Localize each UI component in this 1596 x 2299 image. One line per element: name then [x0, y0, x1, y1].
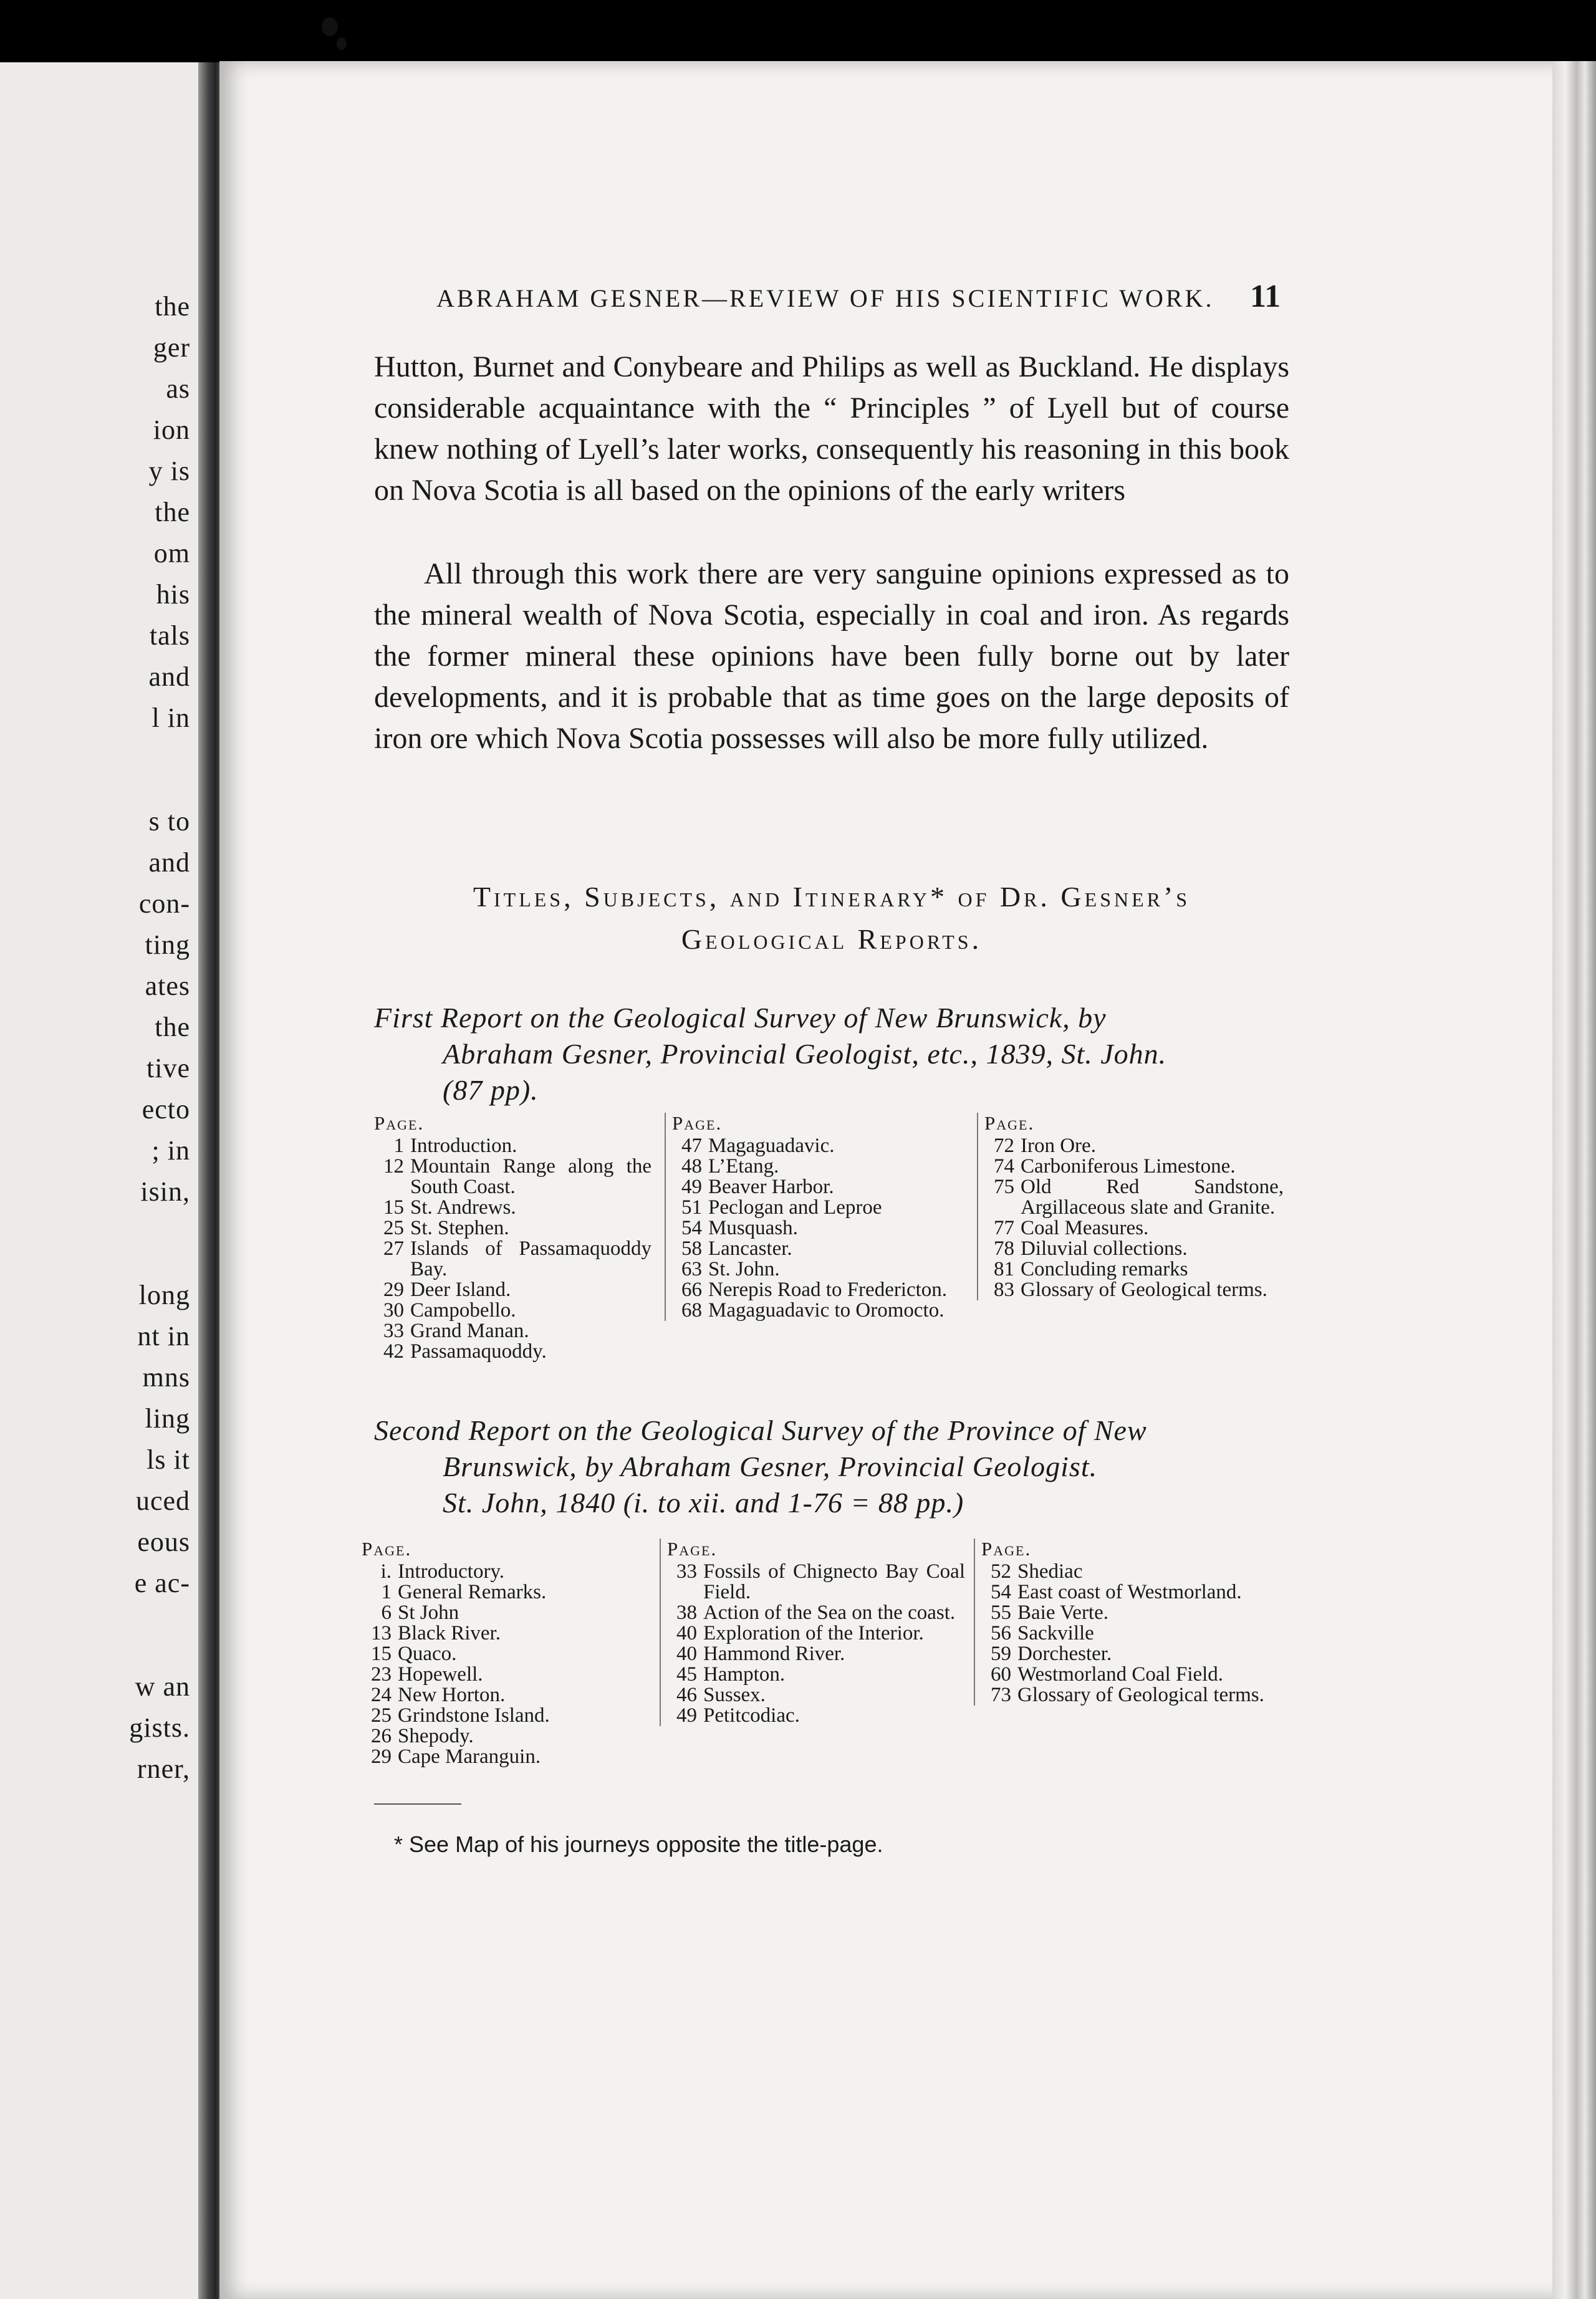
entry-subject: Petitcodiac.	[703, 1704, 800, 1727]
contents-entry	[981, 1582, 1281, 1603]
report-title-line: (87 pp).	[443, 1074, 539, 1106]
entry-subject: St John	[398, 1601, 459, 1624]
facing-page-text-fragment: and	[148, 847, 190, 878]
contents-entry	[374, 1239, 651, 1280]
contents-entry	[984, 1259, 1284, 1280]
column-heading: Page.	[374, 1112, 425, 1134]
contents-entry	[374, 1136, 651, 1156]
contents-entry	[667, 1603, 965, 1623]
contents-entry	[672, 1218, 966, 1239]
contents-entry	[362, 1726, 642, 1747]
facing-page-text-fragment: and	[148, 661, 190, 692]
column-heading: Page.	[672, 1112, 723, 1134]
contents-entry	[984, 1218, 1284, 1239]
body-paragraph	[374, 554, 1289, 759]
contents-entry	[362, 1623, 642, 1644]
report-title	[374, 1000, 1289, 1108]
facing-page-text-fragment: the	[155, 1012, 190, 1042]
entry-page-number: 52	[991, 1560, 1011, 1583]
entry-page-number: 27	[383, 1237, 404, 1260]
entry-subject: Hopewell.	[398, 1663, 483, 1686]
entry-subject: Passamaquoddy.	[410, 1340, 547, 1363]
facing-page-text-fragment: s to	[148, 806, 190, 837]
paragraph-text: Hutton, Burnet and Conybeare and Philips as well as Buckland. He displays considerable acquaintance with the “ Principles ” of Lyell but of course knew nothing of Lyell’s later works, consequently his reasoning in this book on Nova Scotia is all based on the opinions of the early writers	[374, 350, 1289, 507]
entry-subject: Shediac	[1017, 1560, 1083, 1583]
entry-page-number: 13	[371, 1622, 392, 1644]
contents-entry	[667, 1664, 965, 1685]
entry-subject: Deer Island.	[410, 1279, 511, 1301]
entry-page-number: 6	[381, 1601, 392, 1624]
entry-subject: Coal Measures.	[1021, 1217, 1149, 1239]
contents-entry	[984, 1177, 1284, 1218]
facing-page-text-fragment: ates	[145, 971, 190, 1001]
entry-subject: Action of the Sea on the coast.	[703, 1601, 956, 1624]
entry-page-number: 47	[681, 1135, 702, 1157]
entry-subject: Westmorland Coal Field.	[1017, 1663, 1224, 1686]
contents-entry	[667, 1644, 965, 1664]
ink-speck	[337, 37, 347, 50]
entry-page-number: 1	[393, 1135, 404, 1157]
contents-entry	[362, 1747, 642, 1767]
contents-column	[974, 1538, 1281, 1706]
contents-entry	[672, 1197, 966, 1218]
entry-page-number: 33	[383, 1320, 404, 1342]
entry-subject: St. Stephen.	[410, 1217, 509, 1239]
facing-page-text-fragment: nt in	[137, 1321, 190, 1351]
paragraph-text: All through this work there are very sanguine opinions expressed as to the mineral wealth of Nova Scotia, especially in coal and iron. As regards the former mineral these opinions have been fully borne out by later developments, and it is probable that as time goes on the large deposits of iron ore which Nova Scotia possesses will also be more fully utilized.	[374, 557, 1289, 755]
entry-subject: Beaver Harbor.	[708, 1176, 834, 1198]
page-number: 11	[1250, 279, 1281, 314]
entry-page-number: 49	[676, 1704, 697, 1727]
contents-column	[362, 1538, 642, 1767]
contents-column	[660, 1538, 965, 1726]
entry-page-number: 46	[676, 1684, 697, 1706]
contents-entry	[667, 1685, 965, 1706]
facing-page-text-fragment: w an	[135, 1671, 190, 1702]
contents-entry	[981, 1562, 1281, 1582]
column-heading: Page.	[362, 1538, 412, 1560]
entry-subject: Musquash.	[708, 1217, 798, 1239]
entry-subject: Introduction.	[410, 1135, 517, 1157]
entry-page-number: 15	[383, 1196, 404, 1219]
entry-page-number: 24	[371, 1684, 392, 1706]
entry-page-number: 81	[994, 1258, 1014, 1280]
entry-page-number: 29	[383, 1279, 404, 1301]
entry-subject: Peclogan and Leproe	[708, 1196, 882, 1219]
entry-page-number: 23	[371, 1663, 392, 1686]
facing-page-text-fragment: the	[155, 291, 190, 322]
entry-subject: Sackville	[1017, 1622, 1094, 1644]
contents-entry	[981, 1603, 1281, 1623]
column-heading: Page.	[984, 1112, 1035, 1134]
contents-entry	[374, 1300, 651, 1321]
entry-page-number: 15	[371, 1643, 392, 1665]
entry-page-number: 1	[381, 1581, 392, 1603]
entry-subject: East coast of Westmorland.	[1017, 1581, 1242, 1603]
facing-page-text-fragment: l in	[151, 703, 190, 733]
entry-subject: Magaguadavic.	[708, 1135, 835, 1157]
entry-subject: Mountain Range along the South Coast.	[410, 1155, 651, 1198]
contents-entry	[362, 1562, 642, 1582]
entry-subject: Exploration of the Interior.	[703, 1622, 924, 1644]
entry-subject: Grindstone Island.	[398, 1704, 550, 1727]
facing-page-text-fragment: mns	[142, 1362, 190, 1393]
entry-subject: Diluvial collections.	[1021, 1237, 1188, 1260]
facing-page-text-fragment: rner,	[137, 1754, 190, 1784]
entry-subject: Nerepis Road to Fredericton.	[708, 1279, 948, 1301]
ink-speck	[322, 17, 338, 36]
entry-page-number: 60	[991, 1663, 1011, 1686]
report-title-line: First Report on the Geological Survey of New Brunswick, by	[374, 1002, 1107, 1034]
entry-page-number: 72	[994, 1135, 1014, 1157]
facing-page	[0, 62, 206, 2299]
facing-page-text-fragment: ting	[145, 929, 190, 960]
report-title-line: Brunswick, by Abraham Gesner, Provincial Geologist.	[443, 1451, 1098, 1482]
facing-page-text-fragment: ling	[145, 1403, 190, 1434]
entry-subject: Cape Maranguin.	[398, 1745, 541, 1768]
page-edge	[1552, 61, 1596, 2299]
facing-page-text-fragment: ger	[153, 332, 190, 363]
entry-subject: Glossary of Geological terms.	[1021, 1279, 1267, 1301]
section-heading-line: Geological Reports.	[681, 923, 983, 955]
contents-entry	[362, 1644, 642, 1664]
facing-page-text-fragment: his	[156, 579, 190, 610]
entry-subject: Hammond River.	[703, 1643, 845, 1665]
facing-page-text-fragment: uced	[135, 1485, 190, 1516]
entry-subject: Introductory.	[398, 1560, 505, 1583]
section-heading	[374, 876, 1289, 961]
entry-page-number: 55	[991, 1601, 1011, 1624]
contents-entry	[672, 1280, 966, 1300]
facing-page-text-fragment: long	[138, 1280, 190, 1310]
entry-subject: St. Andrews.	[410, 1196, 516, 1219]
facing-page-text-fragment: the	[155, 497, 190, 527]
entry-page-number: 74	[994, 1155, 1014, 1178]
entry-subject: Grand Manan.	[410, 1320, 529, 1342]
contents-entry	[374, 1156, 651, 1197]
entry-subject: L’Etang.	[708, 1155, 779, 1178]
entry-subject: Dorchester.	[1017, 1643, 1112, 1665]
contents-entry	[981, 1664, 1281, 1685]
entry-page-number: 42	[383, 1340, 404, 1363]
entry-subject: Shepody.	[398, 1725, 474, 1747]
entry-page-number: 45	[676, 1663, 697, 1686]
entry-page-number: 54	[991, 1581, 1011, 1603]
contents-entry	[981, 1644, 1281, 1664]
entry-page-number: 73	[991, 1684, 1011, 1706]
footnote: * See Map of his journeys opposite the title-page.	[394, 1831, 883, 1857]
facing-page-text-fragment: ecto	[142, 1094, 190, 1125]
contents-entry	[374, 1197, 651, 1218]
entry-page-number: 49	[681, 1176, 702, 1198]
entry-subject: Carboniferous Limestone.	[1021, 1155, 1236, 1178]
entry-page-number: 26	[371, 1725, 392, 1747]
contents-entry	[374, 1218, 651, 1239]
entry-page-number: 25	[383, 1217, 404, 1239]
facing-page-text-fragment: ; in	[151, 1135, 190, 1166]
contents-entry	[984, 1136, 1284, 1156]
contents-entry	[374, 1341, 651, 1362]
facing-page-text-fragment: e ac-	[134, 1568, 190, 1598]
facing-page-text-fragment: ion	[153, 415, 190, 445]
entry-page-number: 54	[681, 1217, 702, 1239]
facing-page-text-fragment: tals	[149, 620, 190, 651]
contents-entry	[981, 1623, 1281, 1644]
contents-entry	[672, 1259, 966, 1280]
entry-subject: Baie Verte.	[1017, 1601, 1109, 1624]
entry-page-number: 48	[681, 1155, 702, 1178]
entry-subject: Campobello.	[410, 1299, 516, 1322]
entry-page-number: i.	[380, 1560, 392, 1583]
entry-page-number: 63	[681, 1258, 702, 1280]
entry-subject: Islands of Passamaquoddy Bay.	[410, 1237, 651, 1280]
entry-page-number: 12	[383, 1155, 404, 1178]
contents-entry	[362, 1706, 642, 1726]
contents-entry	[672, 1239, 966, 1259]
entry-page-number: 30	[383, 1299, 404, 1322]
running-head: ABRAHAM GESNER—REVIEW OF HIS SCIENTIFIC WORK.	[436, 284, 1214, 312]
entry-subject: St. John.	[708, 1258, 780, 1280]
contents-entry	[362, 1664, 642, 1685]
entry-page-number: 40	[676, 1622, 697, 1644]
facing-page-text-fragment: om	[153, 538, 190, 569]
contents-entry	[984, 1156, 1284, 1177]
entry-page-number: 38	[676, 1601, 697, 1624]
contents-entry	[672, 1136, 966, 1156]
contents-entry	[667, 1706, 965, 1726]
contents-entry	[667, 1562, 965, 1603]
facing-page-text-fragment: ls it	[147, 1444, 190, 1475]
contents-column	[665, 1113, 966, 1321]
contents-entry	[362, 1685, 642, 1706]
entry-subject: Hampton.	[703, 1663, 786, 1686]
report-title-line: St. John, 1840 (i. to xii. and 1-76 = 88 pp.)	[443, 1487, 964, 1519]
column-heading: Page.	[667, 1538, 718, 1560]
facing-page-text-fragment: tive	[147, 1053, 190, 1083]
entry-subject: Glossary of Geological terms.	[1017, 1684, 1264, 1706]
entry-subject: Magaguadavic to Oromocto.	[708, 1299, 945, 1322]
entry-subject: New Horton.	[398, 1684, 506, 1706]
entry-subject: Concluding remarks	[1021, 1258, 1188, 1280]
entry-subject: Quaco.	[398, 1643, 457, 1665]
entry-page-number: 83	[994, 1279, 1014, 1301]
entry-page-number: 77	[994, 1217, 1014, 1239]
entry-subject: General Remarks.	[398, 1581, 547, 1603]
report-title	[374, 1413, 1289, 1521]
report-title-line: Abraham Gesner, Provincial Geologist, etc., 1839, St. John.	[443, 1038, 1167, 1070]
entry-page-number: 33	[676, 1560, 697, 1583]
contents-entry	[672, 1177, 966, 1197]
contents-column	[374, 1113, 651, 1362]
entry-page-number: 40	[676, 1643, 697, 1665]
body-paragraph	[374, 347, 1289, 511]
footnote-rule	[374, 1803, 461, 1805]
entry-page-number: 78	[994, 1237, 1014, 1260]
section-heading-line: Titles, Subjects, and Itinerary* of Dr. Gesner’s	[473, 881, 1191, 913]
entry-subject: Old Red Sandstone, Argillaceous slate and Granite.	[1021, 1176, 1284, 1219]
contents-entry	[374, 1280, 651, 1300]
contents-entry	[984, 1239, 1284, 1259]
contents-entry	[981, 1685, 1281, 1706]
entry-page-number: 66	[681, 1279, 702, 1301]
facing-page-text-fragment: con-	[138, 888, 190, 919]
contents-entry	[362, 1582, 642, 1603]
contents-entry	[374, 1321, 651, 1341]
contents-entry	[984, 1280, 1284, 1300]
entry-page-number: 68	[681, 1299, 702, 1322]
entry-subject: Lancaster.	[708, 1237, 792, 1260]
column-heading: Page.	[981, 1538, 1032, 1560]
entry-subject: Iron Ore.	[1021, 1135, 1096, 1157]
contents-entry	[672, 1300, 966, 1321]
entry-page-number: 51	[681, 1196, 702, 1219]
facing-page-text-fragment: isin,	[140, 1176, 190, 1207]
entry-page-number: 29	[371, 1745, 392, 1768]
report-title-line: Second Report on the Geological Survey of the Province of New	[374, 1414, 1147, 1446]
facing-page-text-fragment: y is	[148, 456, 190, 486]
contents-column	[977, 1113, 1284, 1300]
contents-entry	[667, 1623, 965, 1644]
entry-subject: Sussex.	[703, 1684, 766, 1706]
contents-entry	[362, 1603, 642, 1623]
contents-entry	[672, 1156, 966, 1177]
entry-page-number: 25	[371, 1704, 392, 1727]
entry-page-number: 58	[681, 1237, 702, 1260]
facing-page-text-fragment: eous	[137, 1527, 190, 1557]
facing-page-text-fragment: gists.	[129, 1712, 190, 1743]
entry-page-number: 56	[991, 1622, 1011, 1644]
entry-subject: Black River.	[398, 1622, 501, 1644]
entry-page-number: 75	[994, 1176, 1014, 1198]
entry-page-number: 59	[991, 1643, 1011, 1665]
facing-page-text-fragment: as	[166, 373, 190, 404]
entry-subject: Fossils of Chignecto Bay Coal Field.	[703, 1560, 965, 1603]
